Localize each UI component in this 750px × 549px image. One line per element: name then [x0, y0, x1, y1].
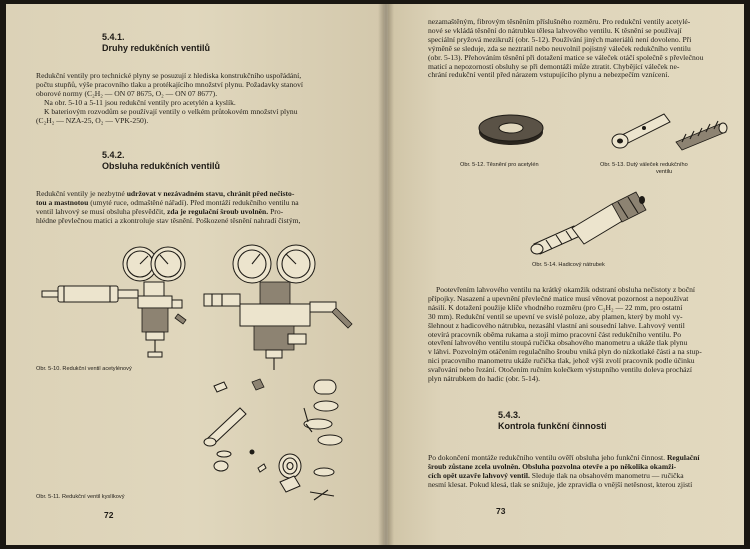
text-line: chrání redukční ventil před nárazem vstupujícího plynu a nebezpečím vznícení. — [428, 70, 670, 80]
oxygen-regulator-assembly-figure — [200, 242, 370, 372]
figure-5-11-caption: Obr. 5-11. Redukční ventil kyslíkový — [36, 494, 125, 500]
text-line: Redukční ventily pro technické plyny se posuzují z hlediska konstrukčního uspořádání, — [36, 71, 302, 80]
text-line: (C₂H₂ — NZA-25, O₂ — VPK-250). — [36, 115, 149, 125]
text-line: počtu stupňů, výše pracovního tlaku a protékajícího množství plynu. Požadavky stanoví — [36, 79, 303, 89]
book-spread — [6, 4, 744, 545]
text-line: otevírá pracovník oběma rukama a stojí mimo pracovní část redukčního ventilu. Po — [428, 329, 682, 339]
text-line: nesmí klesat. Pokud klesá, tlak se snižuje, jde zpravidla o vnější netěsnost, kterou zjistí — [428, 479, 693, 489]
hollow-cylinder-figure — [610, 108, 730, 150]
text-line: K bateriovým rozvodům se používají ventily o velkém průtokovém množství plynu — [44, 106, 298, 116]
text-line: Redukční ventily je nezbytné udržovat v nezávadném stavu, chránit před nečisto- — [36, 189, 295, 198]
text-line: (obr. 5-13). Přehováním těsnění při dotažení matice se váleček otáčí společně s převlečnou — [428, 52, 704, 62]
section-number-5-4-1: 5.4.1. — [102, 32, 125, 42]
text-line: násilí. K dotažení použije klíče vhodného rozměru (pro C₂H₂ — 22 mm, pro ostatní — [428, 302, 683, 312]
section-title-kontrola: Kontrola funkční činnosti — [498, 421, 607, 431]
text-line: nové se vkládá těsnění do nátrubku tělesa lahvového ventilu. K těsnění se používají — [428, 25, 682, 35]
text-line: šroub zůstane zcela uvolněn. Obsluha pozvolna otevře a po několika okamži- — [428, 461, 677, 471]
paragraph-continued — [428, 18, 734, 80]
section-title-druhy: Druhy redukčních ventilů — [102, 43, 211, 53]
left-page — [6, 4, 384, 545]
figure-5-10-caption: Obr. 5-10. Redukční ventil acetylénový — [36, 366, 132, 372]
text-line: výměně se sleduje, zda se neztratil nebo neuvolnil pojistný váleček redukčního ventilu — [428, 43, 691, 53]
paragraph-function-check — [428, 454, 734, 490]
text-line: hlédne převlečnou matici a zkontroluje stav těsnění. Poškozené těsnění nahradí čistým, — [36, 215, 301, 225]
figure-5-14-caption: Obr. 5-14. Hadicový nátrubek — [532, 262, 605, 268]
figure-5-12-caption: Obr. 5-12. Těsnění pro acetylén — [460, 162, 539, 168]
paragraph-mounting — [428, 286, 734, 384]
text-line: tou a mastnotou (umyté ruce, odmaštěné nářadí). Před montáží redukčního ventilu na — [36, 197, 299, 207]
section-number-5-4-2: 5.4.2. — [102, 150, 125, 160]
text-line: ventil lahvový se musí obsluha přesvědčit, zda je regulační šroub uvolněn. Pro- — [36, 206, 284, 216]
text-line: nici pracovního manometru ukáže ručička tlak, jehož výši zvolí pracovník podle účinku — [428, 356, 695, 366]
text-line: cích opět uzavře lahvový ventil. Sleduje tlak na obsahovém manometru — ručička — [428, 470, 684, 480]
text-line: šlehnout z hadicového nátrubku, nezasáhl vlastní ani sousední lahve. Lahvový ventil — [428, 320, 685, 330]
text-line: maticí a nepozorností obsluhy se při demontáži může ztratit. Chybějící váleček ne- — [428, 61, 680, 71]
hose-nipple-figure — [528, 188, 648, 254]
section-title-obsluha: Obsluha redukčních ventilů — [102, 161, 221, 171]
acetylene-regulator-figure — [40, 242, 190, 362]
text-line: speciální pryžová mezikruží (obr. 5-12). Používání jiných materiálů není dovoleno. Při — [428, 34, 692, 44]
text-line: Po dokončení montáže redukčního ventilu ověří obsluha jeho funkční činnost. Regulační — [428, 453, 700, 462]
acetylene-gasket-figure — [476, 112, 546, 148]
text-line: svařování nebo řezání. Otočením ručním kolečkem výstupního ventilu doleva prochází — [428, 365, 693, 375]
text-line: plyn nátrubkem do hadic (obr. 5-14). — [428, 374, 540, 384]
text-line: oborové normy (C₂H₂ — ON 07 8675, O₂ — ON 07 8677). — [36, 88, 218, 98]
oxygen-regulator-parts-figure — [196, 372, 366, 522]
text-line: otevření lahvového ventilu stoupá ručička obsahového manometru a ukáže tlak plynu — [428, 338, 688, 348]
section-number-5-4-3: 5.4.3. — [498, 410, 521, 420]
text-line: nezamaštěným, fibrovým těsněním příslušného rozměru. Pro redukční ventily acetylé- — [428, 17, 691, 26]
page-number-left: 72 — [104, 510, 114, 520]
text-line: Na obr. 5-10 a 5-11 jsou redukční ventily pro acetylén a kyslík. — [44, 97, 236, 107]
figure-5-13-caption-line-2: ventilu — [656, 169, 673, 175]
text-line: přípojky. Nasazení a upevnění převlečné matice musí věnovat pozornost a nepoužívat — [428, 293, 689, 303]
book-gutter — [378, 4, 394, 545]
paragraph-operation — [36, 190, 358, 226]
figure-5-13-caption-line-1: Obr. 5-13. Dutý váleček redukčního — [600, 162, 688, 168]
paragraph-types — [36, 72, 356, 125]
right-page — [388, 4, 744, 545]
text-line: Pootevřením lahvového ventilu na krátký okamžik odstraní obsluha nečistoty z boční — [436, 285, 695, 294]
page-number-right: 73 — [496, 506, 506, 516]
text-line: 30 mm). Redukční ventil se upevní ve svislé poloze, aby plamen, který by mohl vy- — [428, 311, 683, 321]
text-line: v láhvi. Pozvolným otáčením regulačního šroubu vniká plyn do nízkotlaké části a na stup- — [428, 347, 702, 357]
